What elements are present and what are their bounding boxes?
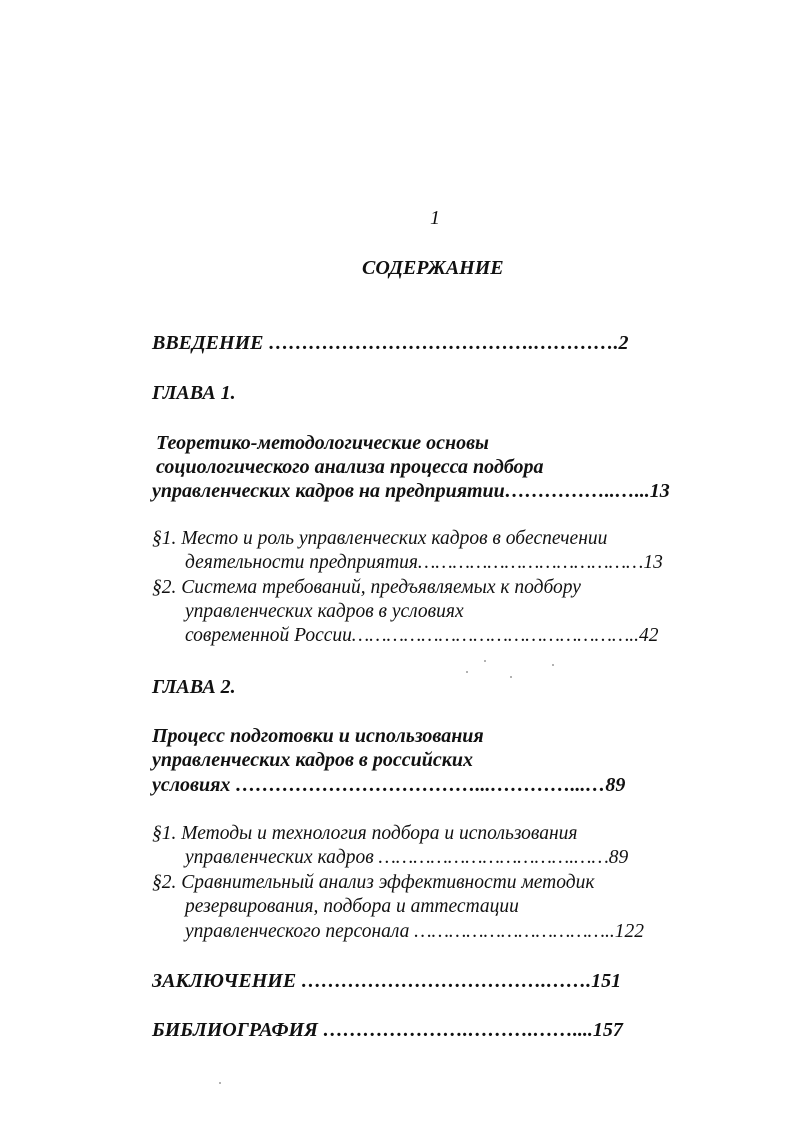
chapter1-section2-line2: управленческих кадров в условиях bbox=[185, 601, 464, 622]
chapter2-section2-line1: §2. Сравнительный анализ эффективности методик bbox=[152, 872, 595, 893]
chapter2-title-line3: условиях ………………………………...…………...…89 bbox=[152, 774, 626, 796]
chapter1-section1-line2: деятельности предприятия…………………………………13 bbox=[185, 552, 663, 573]
scan-speck bbox=[510, 676, 512, 678]
page-number: 1 bbox=[430, 207, 440, 229]
toc-intro: ВВЕДЕНИЕ ………………………………….………….2 bbox=[152, 332, 629, 354]
scan-speck bbox=[466, 671, 468, 673]
page-title: СОДЕРЖАНИЕ bbox=[362, 257, 504, 279]
chapter1-heading: ГЛАВА 1. bbox=[152, 382, 236, 404]
chapter2-section1-line1: §1. Методы и технология подбора и использования bbox=[152, 823, 578, 844]
chapter2-section2-line2: резервирования, подбора и аттестации bbox=[185, 896, 519, 917]
chapter2-section1-line2: управленческих кадров …………………………….……89 bbox=[185, 847, 629, 868]
chapter1-section2-line1: §2. Система требований, предъявляемых к подбору bbox=[152, 577, 581, 598]
chapter2-section2-line3: управленческого персонала ……………………………..122 bbox=[185, 921, 644, 942]
toc-bibliography: БИБЛИОГРАФИЯ ………………….……….……....157 bbox=[152, 1019, 623, 1041]
scan-speck bbox=[484, 660, 486, 662]
toc-conclusion: ЗАКЛЮЧЕНИЕ ……………………………….…….151 bbox=[152, 970, 622, 992]
chapter1-title-line3: управленческих кадров на предприятии……………..…...13 bbox=[152, 480, 670, 502]
chapter1-title-line2: социологического анализа процесса подбора bbox=[156, 456, 544, 478]
chapter1-title-line1: Теоретико-методологические основы bbox=[156, 432, 489, 454]
chapter2-title-line1: Процесс подготовки и использования bbox=[152, 725, 484, 747]
chapter2-heading: ГЛАВА 2. bbox=[152, 676, 236, 698]
chapter1-section2-line3: современной России…………………………………………..42 bbox=[185, 625, 659, 646]
chapter1-section1-line1: §1. Место и роль управленческих кадров в обеспечении bbox=[152, 528, 608, 549]
scan-speck bbox=[219, 1082, 221, 1084]
scan-speck bbox=[552, 664, 554, 666]
chapter2-title-line2: управленческих кадров в российских bbox=[152, 749, 473, 771]
